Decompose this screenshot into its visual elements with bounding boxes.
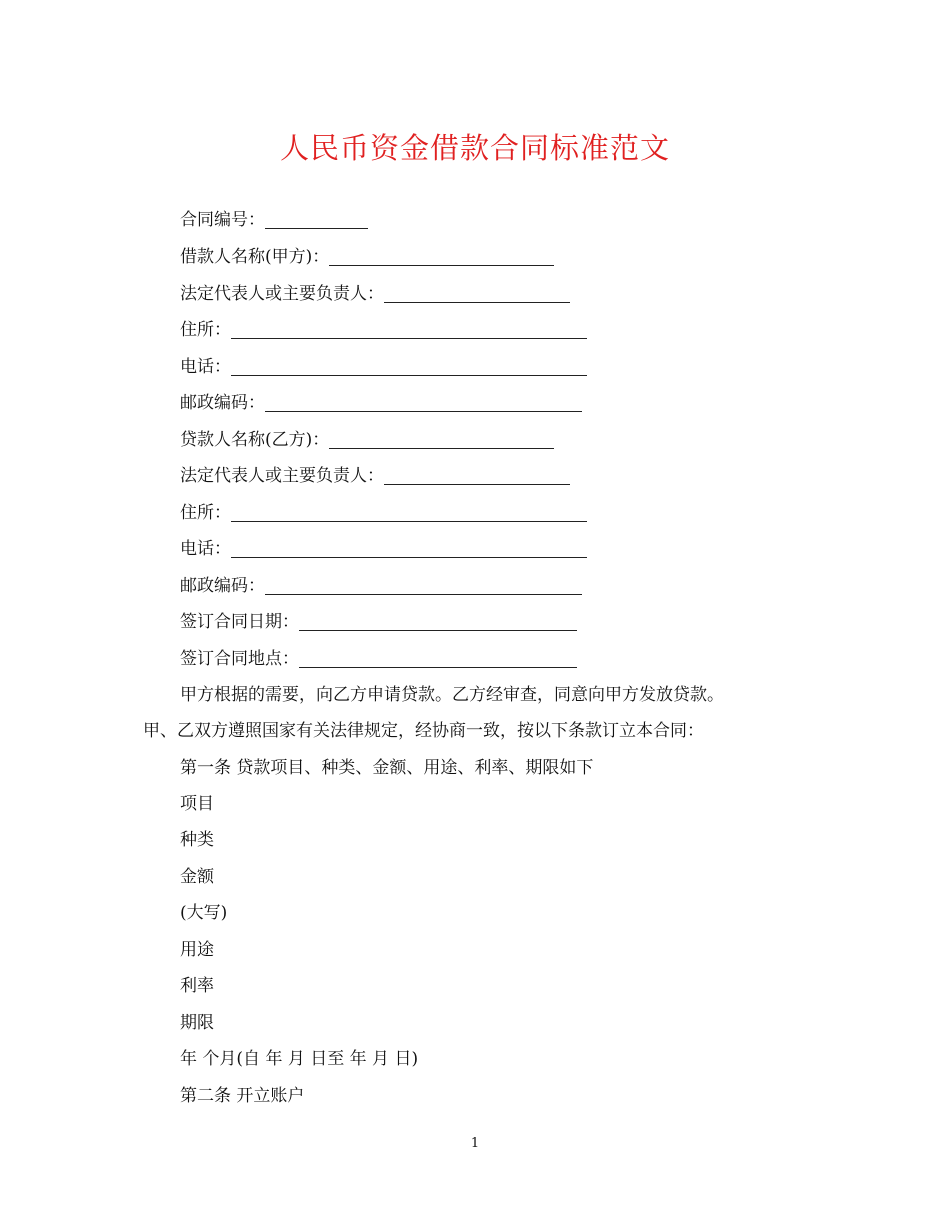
fill-blank[interactable] (231, 320, 587, 339)
fill-blank[interactable] (231, 357, 587, 376)
field-label: 合同编号： (180, 210, 265, 230)
field-label: 签订合同地点： (180, 649, 299, 669)
list-item: 项目 (180, 794, 214, 814)
field-label: 借款人名称(甲方)： (180, 247, 330, 267)
fill-blank[interactable] (329, 247, 554, 266)
paragraph-line: 甲、乙双方遵照国家有关法律规定，经协商一致，按以下条款订立本合同： (143, 721, 704, 741)
field-label: 法定代表人或主要负责人： (180, 284, 384, 304)
list-item: 利率 (180, 976, 214, 996)
field-borrower-phone (180, 355, 587, 379)
fill-blank[interactable] (384, 466, 570, 485)
field-lender-address (180, 501, 587, 525)
fill-blank[interactable] (265, 576, 582, 595)
field-borrower-address (180, 318, 587, 342)
fill-blank[interactable] (231, 539, 587, 558)
field-label: 签订合同日期： (180, 612, 299, 632)
field-signing-place (180, 647, 577, 671)
field-label: 贷款人名称(乙方)： (180, 430, 330, 450)
fill-blank[interactable] (265, 210, 368, 229)
field-label: 法定代表人或主要负责人： (180, 466, 384, 486)
field-label: 邮政编码： (180, 576, 265, 596)
list-item: 用途 (180, 940, 214, 960)
list-item: (大写) (180, 903, 228, 923)
fill-blank[interactable] (384, 284, 570, 303)
document-title: 人民币资金借款合同标准范文 (279, 131, 670, 165)
field-contract-number (180, 208, 368, 232)
page-number: 1 (470, 1136, 480, 1151)
field-signing-date (180, 610, 577, 634)
field-lender-phone (180, 537, 587, 561)
list-item: 种类 (180, 830, 214, 850)
article-heading: 第一条 贷款项目、种类、金额、用途、利率、期限如下 (180, 758, 594, 778)
field-label: 住所： (180, 503, 231, 523)
field-lender-postcode (180, 574, 582, 598)
field-borrower-representative (180, 282, 570, 306)
field-borrower-postcode (180, 391, 582, 415)
list-item: 年 个月(自 年 月 日至 年 月 日) (180, 1049, 419, 1069)
fill-blank[interactable] (299, 612, 577, 631)
field-label: 邮政编码： (180, 393, 265, 413)
article-heading: 第二条 开立账户 (180, 1086, 305, 1106)
field-label: 住所： (180, 320, 231, 340)
field-label: 电话： (180, 539, 231, 559)
field-lender-representative (180, 464, 570, 488)
fill-blank[interactable] (231, 503, 587, 522)
fill-blank[interactable] (299, 649, 577, 668)
fill-blank[interactable] (265, 393, 582, 412)
field-lender-name (180, 428, 554, 452)
list-item: 金额 (180, 867, 214, 887)
field-borrower-name (180, 245, 554, 269)
field-label: 电话： (180, 357, 231, 377)
list-item: 期限 (180, 1013, 214, 1033)
fill-blank[interactable] (329, 430, 554, 449)
paragraph-line: 甲方根据的需要，向乙方申请贷款。乙方经审查，同意向甲方发放贷款。 (180, 685, 724, 705)
